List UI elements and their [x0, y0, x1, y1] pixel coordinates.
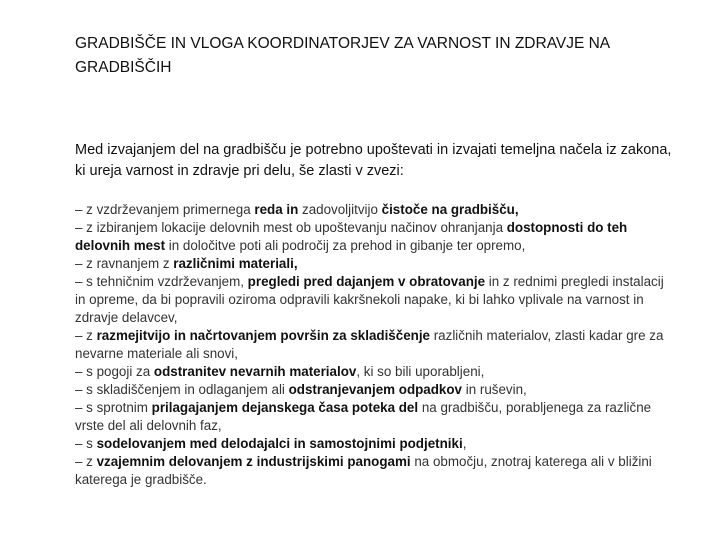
list-item	[75, 201, 675, 219]
list-text: – z	[75, 454, 97, 469]
emphasized-text: čistoče na gradbišču,	[381, 202, 519, 217]
emphasized-text: prilagajanjem dejanskega časa poteka del	[151, 400, 419, 415]
list-text: in določitve poti ali področij za prehod in gibanje ter opremo,	[165, 238, 526, 253]
list-item	[75, 453, 675, 489]
emphasized-text: reda in	[254, 202, 299, 217]
list-text: – s sprotnim	[75, 400, 152, 415]
emphasized-text: dostopnosti do teh delovnih mest	[75, 220, 628, 253]
list-text: in z rednimi pregledi instalacij in opreme, da bi popravili oziroma odpravili kakršnekoli napake, ki bi lahko vplivale na varnost in zdravje delavcev,	[75, 274, 664, 325]
intro-paragraph: Med izvajanjem del na gradbišču je potrebno upoštevati in izvajati temeljna načela iz zakona, ki ureja varnost in zdravje pri delu, še zlasti v zvezi:	[75, 142, 672, 179]
list-item	[75, 327, 675, 363]
list-item	[75, 363, 675, 381]
list-text: ,	[462, 436, 467, 451]
list-text: – z ravnanjem z	[75, 256, 174, 271]
list-text: na območju, znotraj katerega ali v bližini katerega je gradbišče.	[75, 454, 652, 487]
list-item	[75, 399, 675, 435]
emphasized-text: sodelovanjem med delodajalci in samostojnimi podjetniki	[96, 436, 463, 451]
list-text: – s skladiščenjem in odlaganjem ali	[75, 382, 289, 397]
list-text: , ki so bili uporabljeni,	[356, 364, 485, 379]
list-item	[75, 273, 675, 327]
list-text: – s tehničnim vzdrževanjem,	[75, 274, 248, 289]
list-text: na gradbišču, porabljenega za različne vrste del ali delovnih faz,	[75, 400, 652, 433]
list-text: zadovoljitvijo	[298, 202, 382, 217]
emphasized-text: odstranitev nevarnih materialov	[153, 364, 357, 379]
emphasized-text: razmejitvijo in načrtovanjem površin za skladiščenje	[96, 328, 430, 343]
emphasized-text: odstranjevanjem odpadkov	[288, 382, 463, 397]
slide-title: GRADBIŠČE IN VLOGA KOORDINATORJEV ZA VARNOST IN ZDRAVJE NA GRADBIŠČIH	[75, 35, 610, 76]
list-text: – s pogoji za	[75, 364, 154, 379]
list-text: – z vzdrževanjem primernega	[75, 202, 255, 217]
list-text: in ruševin,	[462, 382, 527, 397]
list-item	[75, 219, 675, 255]
principles-list	[75, 201, 675, 489]
list-text: različnih materialov, zlasti kadar gre za nevarne materiale ali snovi,	[75, 328, 664, 361]
emphasized-text: vzajemnim delovanjem z industrijskimi panogami	[96, 454, 411, 469]
list-text: – z	[75, 328, 97, 343]
emphasized-text: pregledi pred dajanjem v obratovanje	[247, 274, 486, 289]
list-item	[75, 435, 675, 453]
list-text: – s	[75, 436, 97, 451]
list-item	[75, 381, 675, 399]
list-item	[75, 255, 675, 273]
list-text: – z izbiranjem lokacije delovnih mest ob upoštevanju načinov ohranjanja	[75, 220, 507, 235]
emphasized-text: različnimi materiali,	[173, 256, 298, 271]
